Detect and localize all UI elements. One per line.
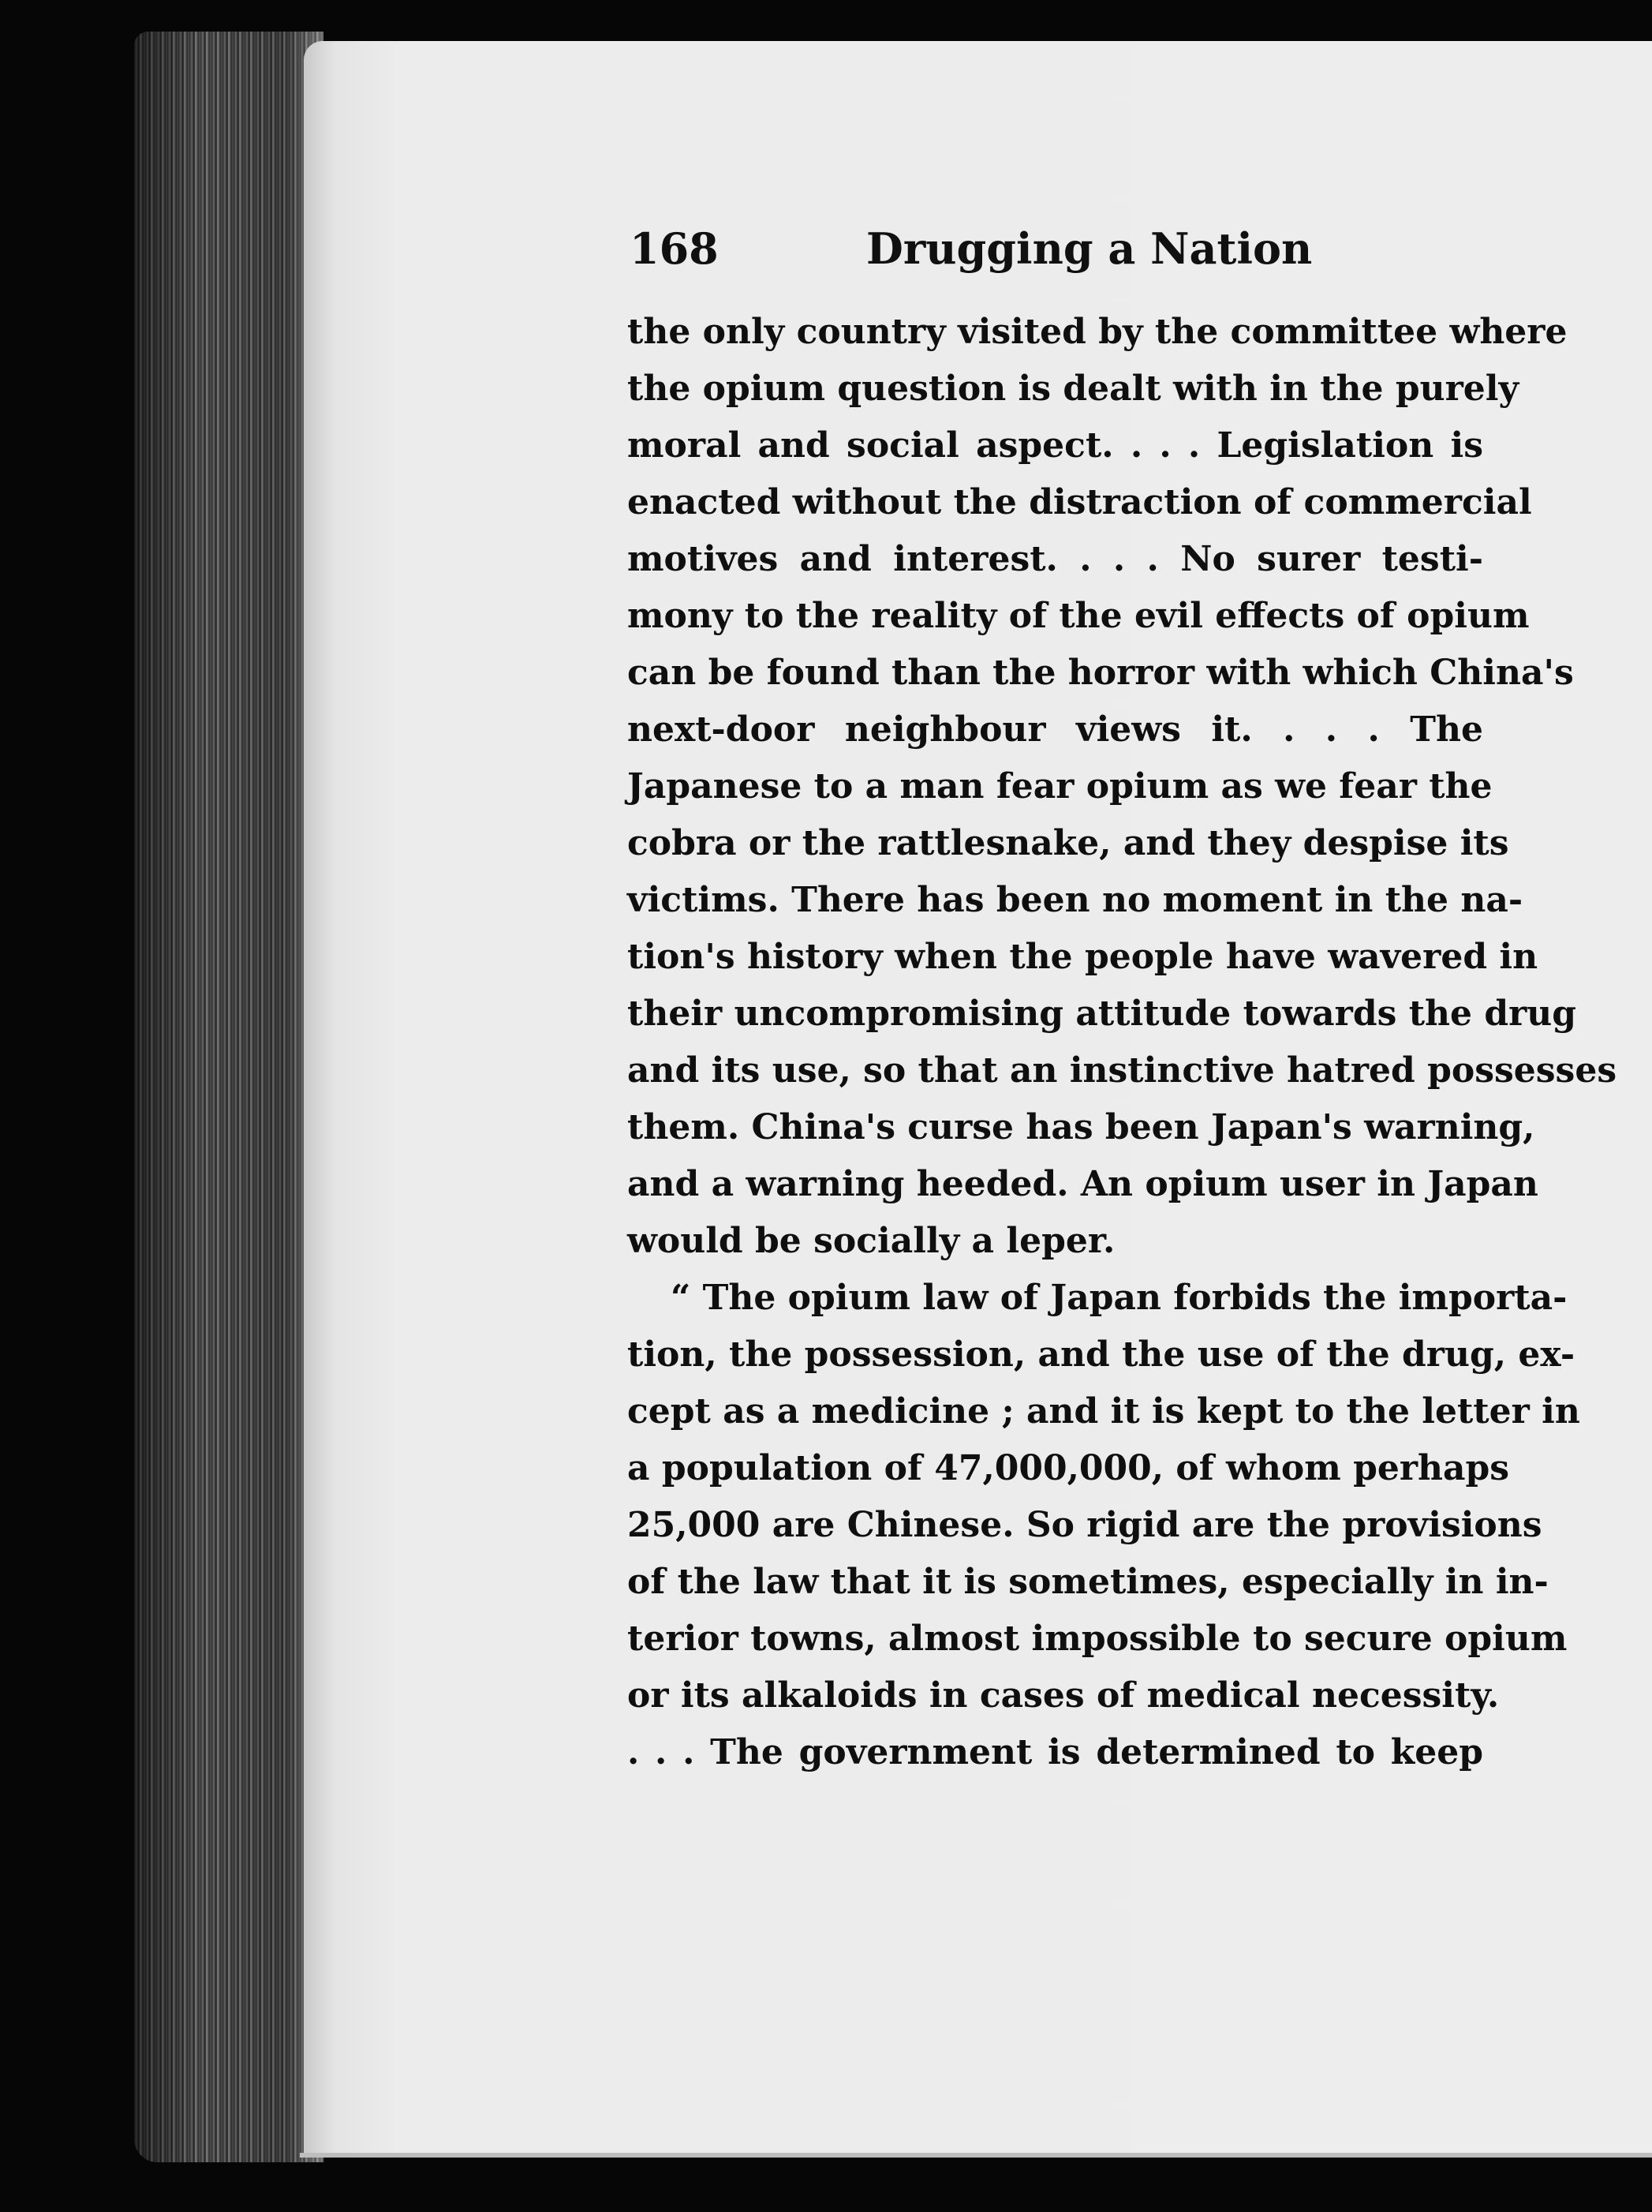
page-edges bbox=[134, 32, 323, 2162]
text-line: Japanese to a man fear opium as we fear the bbox=[627, 766, 1493, 807]
text-line: 25,000 are Chinese. So rigid are the provisions bbox=[627, 1505, 1542, 1545]
text-line: can be found than the horror with which China's bbox=[627, 653, 1574, 693]
text-line: mony to the reality of the evil effects of opium bbox=[627, 596, 1530, 636]
text-line: the only country visited by the committee where bbox=[627, 312, 1568, 352]
text-line: enacted without the distraction of commercial bbox=[627, 482, 1532, 522]
text-line: tion, the possession, and the use of the drug, ex- bbox=[627, 1334, 1575, 1375]
book-title: Drugging a Nation bbox=[866, 223, 1313, 274]
text-line: their uncompromising attitude towards the drug bbox=[627, 994, 1577, 1034]
text-line: tion's history when the people have wavered in bbox=[627, 937, 1538, 977]
text-line: cept as a medicine ; and it is kept to the letter in bbox=[627, 1391, 1580, 1432]
text-line: moral and social aspect. . . . Legislation is bbox=[627, 425, 1483, 466]
text-line: next-door neighbour views it. . . . The bbox=[627, 709, 1483, 750]
text-line: cobra or the rattlesnake, and they despise its bbox=[627, 823, 1509, 863]
body-text bbox=[627, 304, 1617, 1781]
page-bottom-edge bbox=[300, 2153, 1652, 2158]
text-line: would be socially a leper. bbox=[627, 1221, 1116, 1261]
text-line: and a warning heeded. An opium user in Japan bbox=[627, 1164, 1538, 1204]
text-line: and its use, so that an instinctive hatred possesses bbox=[627, 1050, 1617, 1091]
text-line: terior towns, almost impossible to secure opium bbox=[627, 1619, 1568, 1659]
text-line: “ The opium law of Japan forbids the importa- bbox=[671, 1278, 1568, 1318]
text-line: the opium question is dealt with in the purely bbox=[627, 369, 1519, 409]
text-line: . . . The government is determined to keep bbox=[627, 1732, 1483, 1772]
text-line: of the law that it is sometimes, especially in in- bbox=[627, 1562, 1549, 1602]
text-line: motives and interest. . . . No surer testi- bbox=[627, 539, 1483, 579]
text-line: or its alkaloids in cases of medical necessity. bbox=[627, 1675, 1500, 1716]
text-line: victims. There has been no moment in the na- bbox=[627, 880, 1523, 920]
page-number: 168 bbox=[630, 223, 719, 274]
running-head bbox=[630, 217, 1340, 280]
text-line: them. China's curse has been Japan's warning, bbox=[627, 1107, 1535, 1147]
text-line: a population of 47,000,000, of whom perhaps bbox=[627, 1448, 1510, 1488]
